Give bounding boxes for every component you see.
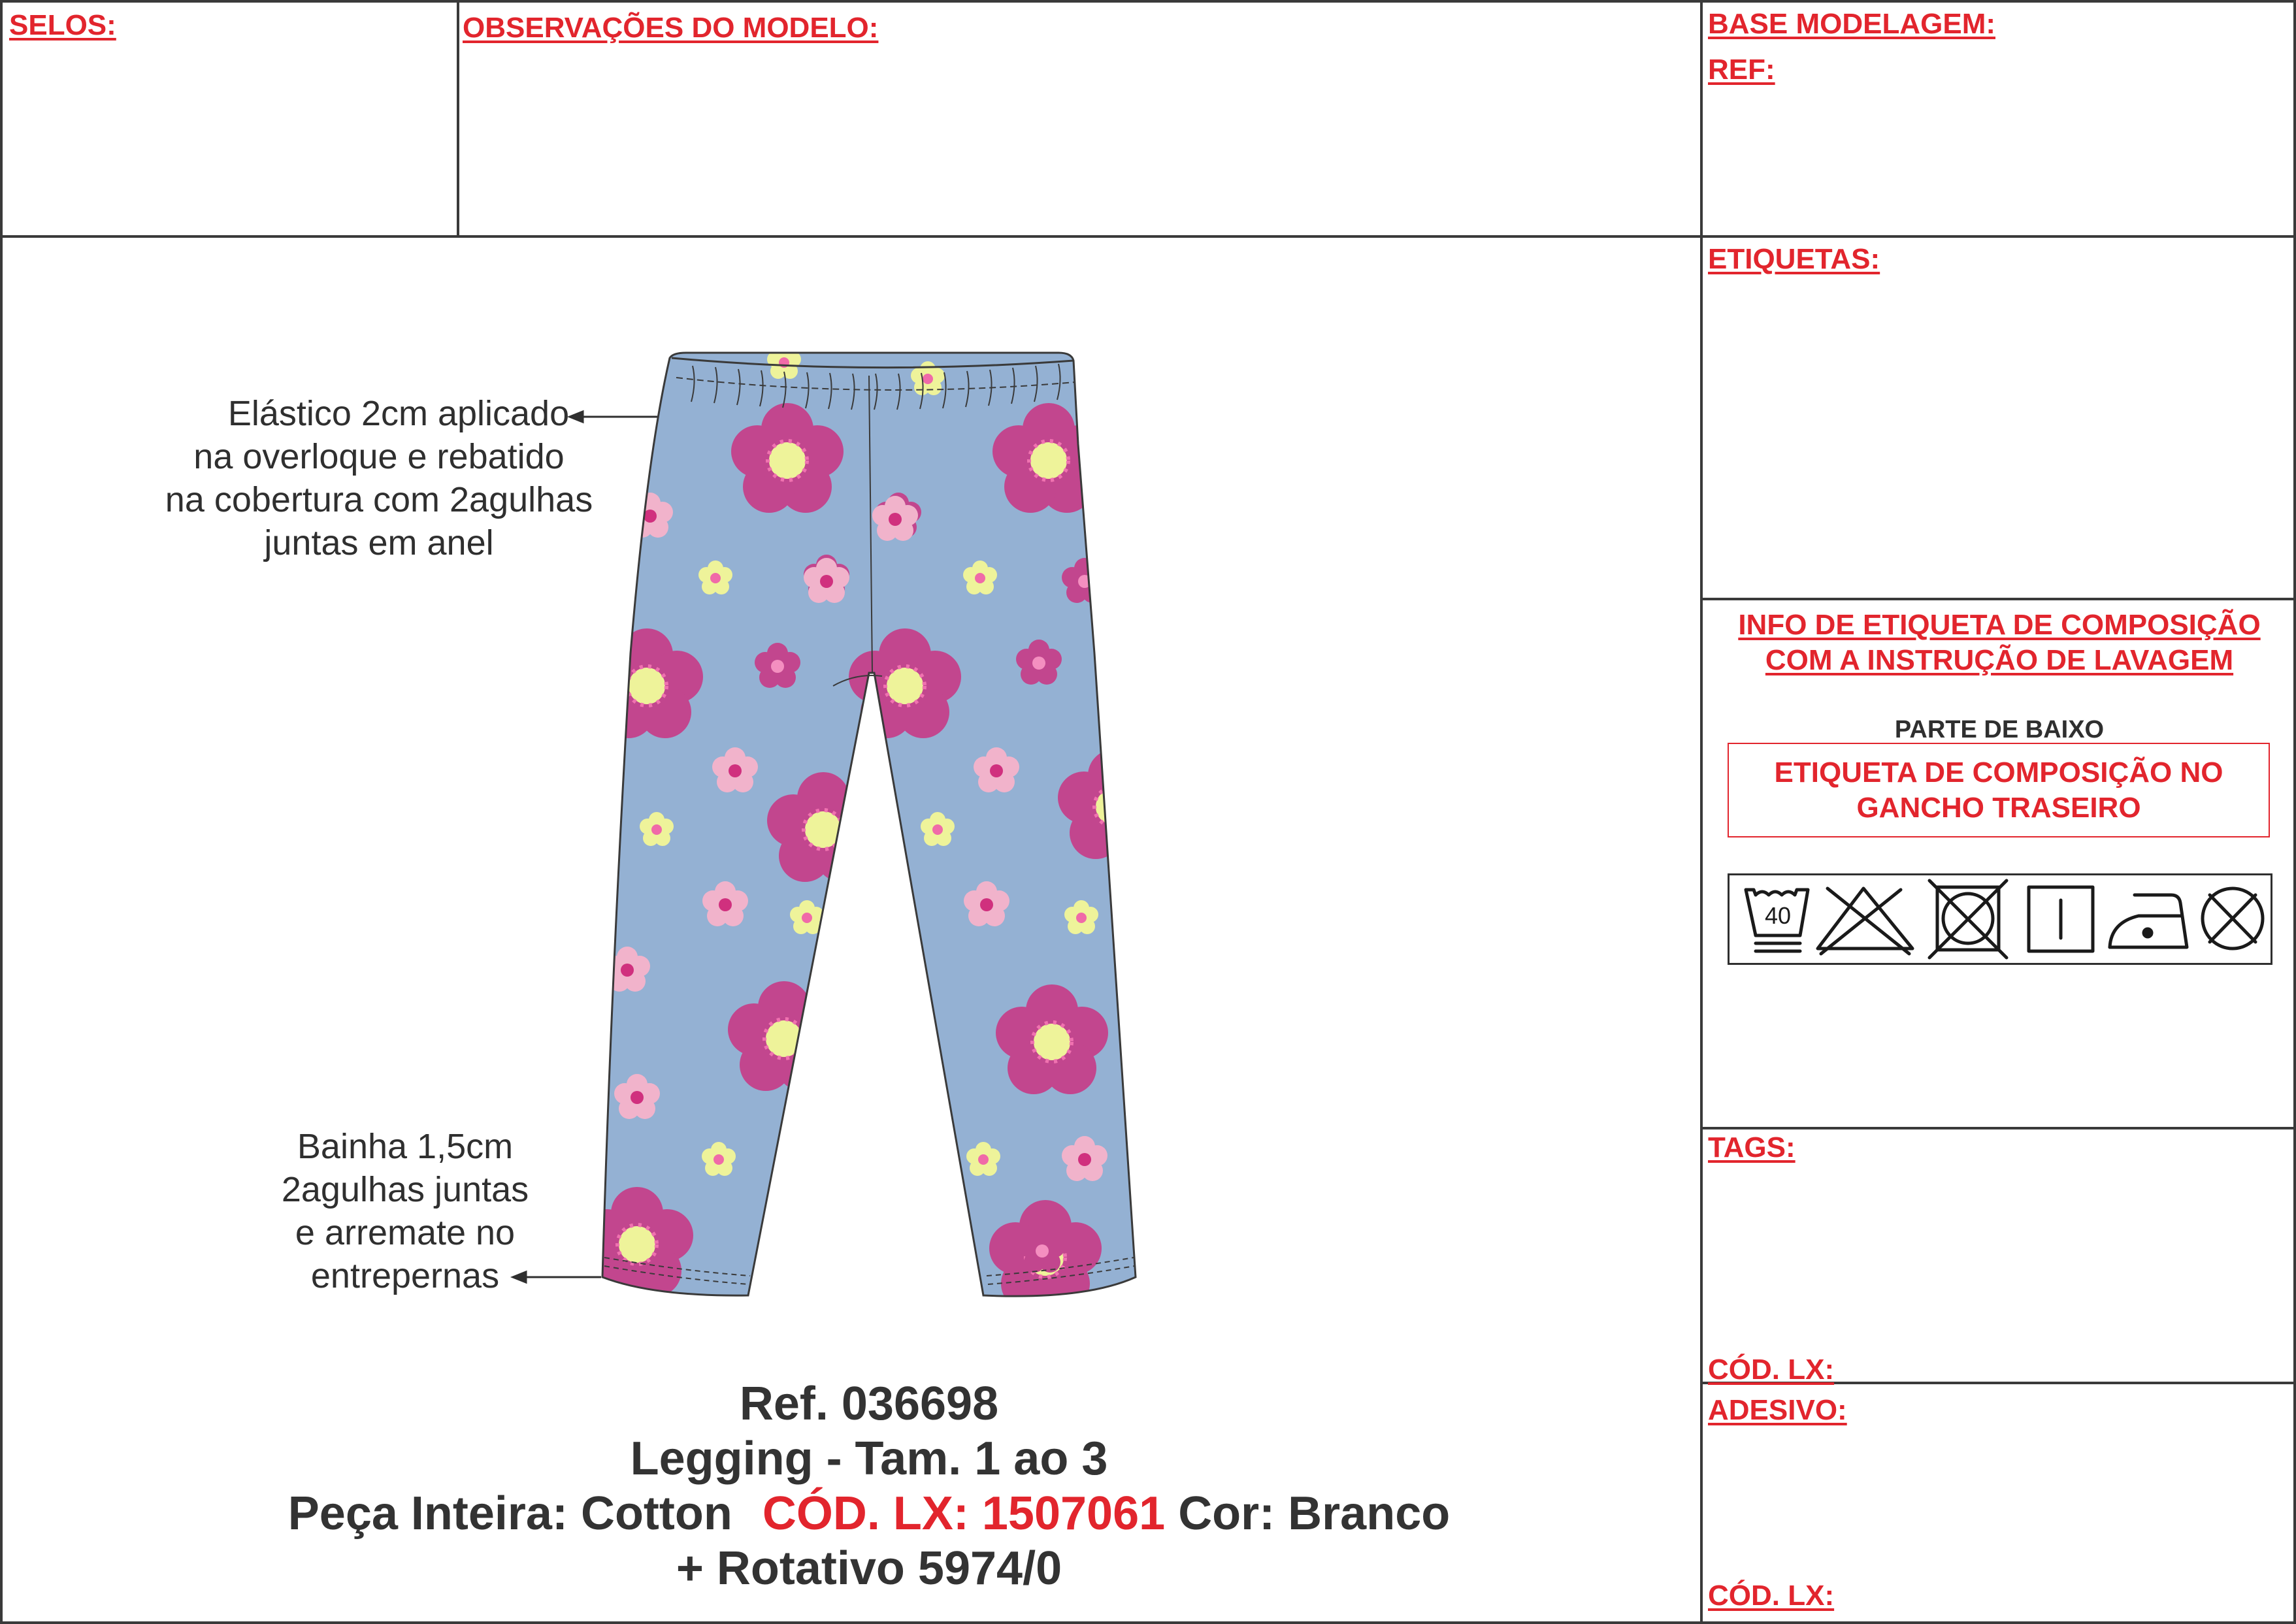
elastic-note-line: na cobertura com 2agulhas (165, 480, 593, 519)
hem-note-line: 2agulhas juntas (281, 1170, 529, 1209)
observacoes-label: OBSERVAÇÕES DO MODELO: (463, 12, 879, 44)
cod-lx-value: CÓD. LX: 1507061 (762, 1487, 1166, 1540)
tags-label: TAGS: (1708, 1131, 1796, 1163)
product-name: Legging - Tam. 1 ao 3 (630, 1433, 1108, 1485)
etiqueta-line2: GANCHO TRASEIRO (1856, 791, 2141, 824)
adesivo-label: ADESIVO: (1708, 1394, 1847, 1426)
product-ref: Ref. 036698 (739, 1378, 999, 1430)
ref-label: REF: (1708, 54, 1775, 86)
fabric-prefix: Peça Inteira: Cotton (287, 1487, 732, 1540)
svg-text:40: 40 (1764, 902, 1792, 929)
product-fabric-line (20, 1487, 1718, 1540)
base-modelagem-label: BASE MODELAGEM: (1708, 8, 1995, 40)
elastic-note-line: Elástico 2cm aplicado (227, 394, 570, 433)
etiqueta-line1: ETIQUETA DE COMPOSIÇÃO NO (1774, 756, 2223, 788)
cod-lx-label-adesivo: CÓD. LX: (1708, 1580, 1835, 1612)
info-heading-line2: COM A INSTRUÇÃO DE LAVAGEM (1765, 644, 2234, 676)
selos-label: SELOS: (9, 9, 116, 41)
info-heading-line1: INFO DE ETIQUETA DE COMPOSIÇÃO (1738, 609, 2261, 641)
etiquetas-label: ETIQUETAS: (1708, 243, 1880, 275)
color-value: Cor: Branco (1178, 1487, 1451, 1540)
elastic-note-line: juntas em anel (264, 523, 494, 562)
parte-de-baixo-label: PARTE DE BAIXO (1894, 716, 2105, 743)
cod-lx-label-tags: CÓD. LX: (1708, 1354, 1835, 1386)
hem-note-line: Bainha 1,5cm (297, 1127, 514, 1166)
elastic-note-line: na overloque e rebatido (193, 437, 565, 476)
product-print: + Rotativo 5974/0 (676, 1542, 1062, 1595)
hem-note-line: e arremate no (295, 1213, 516, 1252)
hem-note-line: entrepernas (310, 1256, 500, 1295)
